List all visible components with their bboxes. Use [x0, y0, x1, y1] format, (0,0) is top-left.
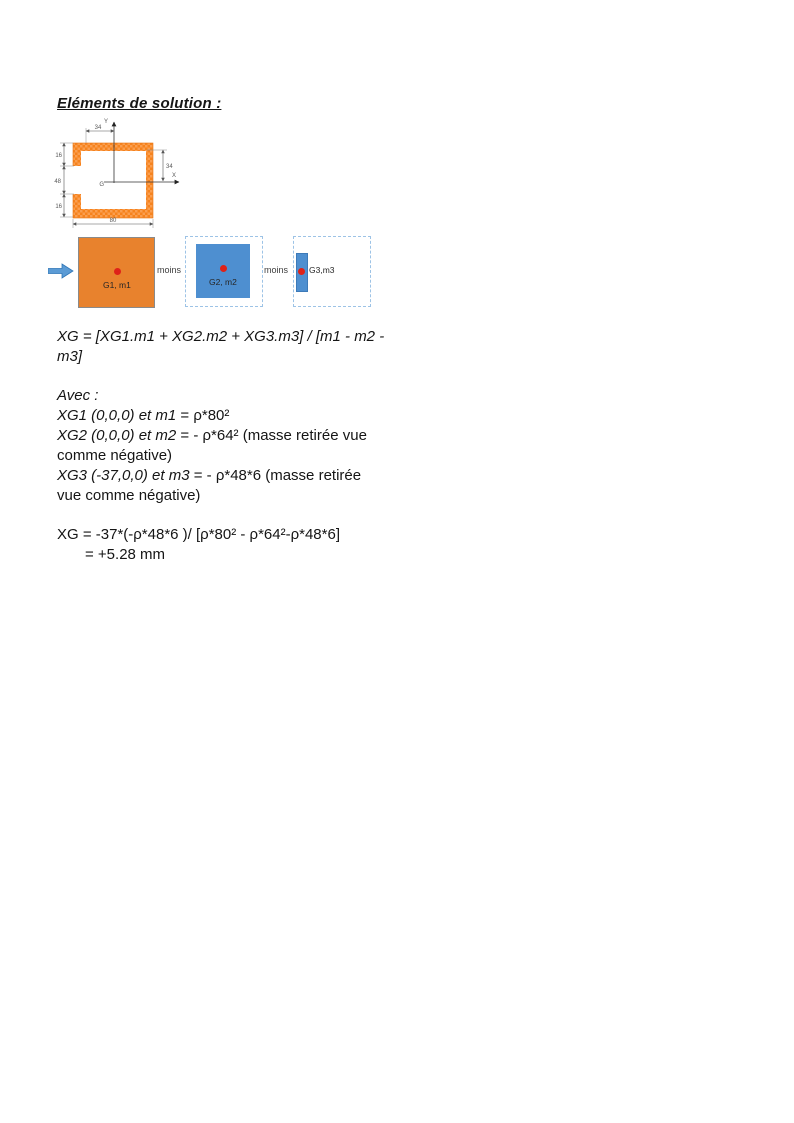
- text-line: vue comme négative): [57, 487, 201, 504]
- dim-bottom: 80: [109, 218, 117, 224]
- text-line: XG = -37*(-ρ*48*6 )/ [ρ*80² - ρ*64²-ρ*48*6]: [57, 526, 341, 543]
- shape-g3-label: G3,m3: [309, 265, 335, 275]
- page-title: Eléments de solution :: [57, 95, 222, 112]
- left-slot: [73, 166, 82, 194]
- y-axis-label: Y: [103, 119, 108, 125]
- dim-left-bottom: 16: [55, 204, 62, 210]
- blue-arrow-icon: [48, 263, 74, 279]
- formula-general: [57, 327, 384, 367]
- text-line: XG = [XG1.m1 + XG2.m2 + XG3.m3] / [m1 - m2 -: [57, 328, 385, 345]
- formula-details: [57, 386, 367, 506]
- text-line: XG1 (0,0,0) et m1 = ρ*80²: [57, 407, 230, 424]
- text-line: XG2 (0,0,0) et m2 = - ρ*64² (masse retirée vue: [57, 427, 367, 444]
- dim-left-top: 16: [55, 153, 62, 159]
- text-line: XG3 (-37,0,0) et m3 = - ρ*48*6 (masse retirée: [57, 467, 362, 484]
- section-drawing: [50, 115, 192, 235]
- text-line: Avec :: [57, 387, 99, 404]
- hollow-square-section: [73, 143, 154, 218]
- shape-g2-box: [185, 236, 263, 307]
- dim-right: 34: [166, 164, 173, 170]
- centroid-dot-g1: [114, 268, 121, 275]
- x-axis-label: X: [172, 173, 177, 179]
- text-line: m3]: [57, 348, 83, 365]
- shape-g3-box: [293, 236, 371, 307]
- dim-top: 34: [94, 125, 102, 131]
- text-line: comme négative): [57, 447, 173, 464]
- shape-g2-label: G2, m2: [209, 277, 237, 287]
- text-line: = +5.28 mm: [85, 546, 166, 563]
- operator-moins-1: moins: [157, 265, 182, 275]
- centroid-dot-g2: [220, 265, 227, 272]
- operator-moins-2: moins: [264, 265, 289, 275]
- inner-hole: [81, 151, 146, 209]
- formula-result: [57, 525, 340, 565]
- shape-g1-square: [78, 237, 155, 308]
- dim-left-mid: 48: [54, 179, 61, 185]
- centroid-dot-g3: [298, 268, 305, 275]
- origin-label: G: [99, 182, 104, 188]
- shape-g1-label: G1, m1: [103, 280, 131, 290]
